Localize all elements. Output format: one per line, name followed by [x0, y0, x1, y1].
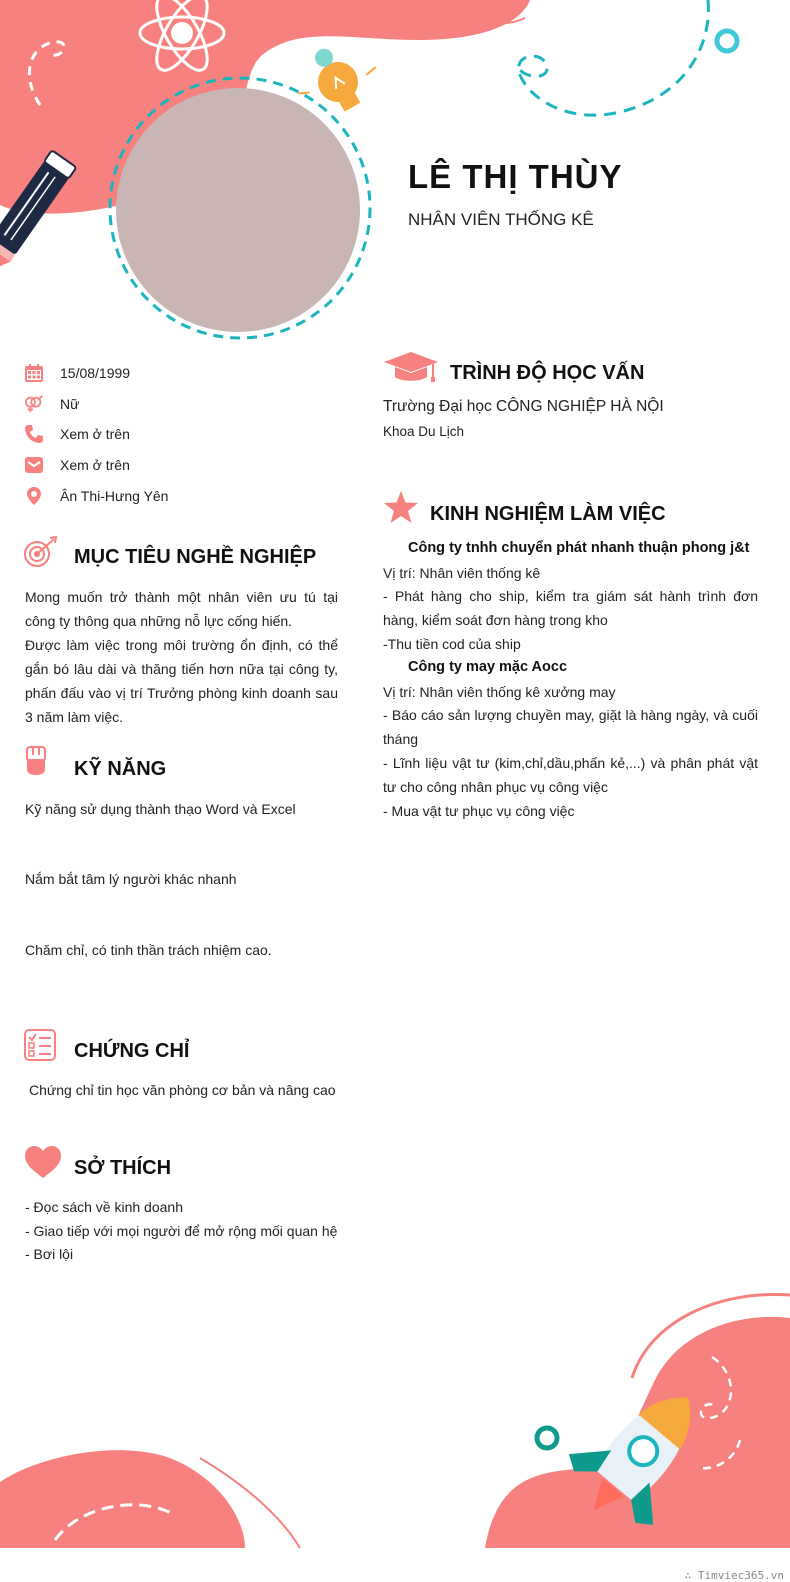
- bottom-left-blob: [0, 1450, 245, 1548]
- email-value: Xem ở trên: [60, 457, 130, 473]
- job-duty: -Thu tiền cod của ship: [383, 636, 521, 652]
- phone-value: Xem ở trên: [60, 426, 130, 442]
- checklist-icon: [24, 1029, 56, 1061]
- job-position: Vị trí: Nhân viên thống kê: [383, 565, 541, 581]
- skill-item: Nắm bắt tâm lý người khác nhanh: [25, 871, 237, 887]
- phone-icon: [24, 424, 44, 444]
- faculty-name: Khoa Du Lịch: [383, 424, 465, 439]
- target-icon: [22, 536, 58, 568]
- heart-icon: [24, 1145, 62, 1179]
- gender-icon: [24, 394, 44, 414]
- hobbies-title: SỞ THÍCH: [74, 1157, 172, 1179]
- job-duty: - Phát hàng cho ship, kiểm tra giám sát hành trình đơn hàng, kiểm soát đơn hàng trong kho: [383, 588, 758, 628]
- education-title: TRÌNH ĐỘ HỌC VẤN: [450, 362, 645, 384]
- teal-ring: [717, 31, 737, 51]
- objective-title: MỤC TIÊU NGHỀ NGHIỆP: [74, 546, 317, 568]
- hobby-item: - Đọc sách về kinh doanh: [25, 1199, 183, 1215]
- certificates-title: CHỨNG CHỈ: [74, 1040, 190, 1062]
- info-email: [24, 454, 130, 476]
- skill-item: Chăm chỉ, có tinh thần trách nhiệm cao.: [25, 942, 272, 958]
- company-name: Công ty may mặc Aocc: [408, 659, 568, 675]
- skill-item: Kỹ năng sử dụng thành thạo Word và Excel: [25, 801, 296, 817]
- job-position: Vị trí: Nhân viên thống kê xưởng may: [383, 684, 616, 700]
- info-gender: [24, 393, 80, 415]
- location-pin-icon: [24, 486, 44, 506]
- experience-title: KINH NGHIỆM LÀM VIỆC: [430, 503, 666, 525]
- objective-text: [25, 585, 338, 729]
- school-name: Trường Đại học CÔNG NGHIỆP HÀ NỘI: [383, 398, 664, 415]
- certificate-item: Chứng chỉ tin học văn phòng cơ bản và nâng cao: [29, 1082, 336, 1098]
- address-value: Ân Thi-Hưng Yên: [60, 488, 169, 504]
- info-phone: [24, 423, 130, 445]
- email-icon: [24, 455, 44, 475]
- info-birthdate: [24, 362, 131, 384]
- info-address: [24, 485, 169, 507]
- skills-title: KỸ NĂNG: [74, 758, 167, 780]
- profile-photo: [116, 88, 360, 332]
- hobby-item: - Bơi lội: [25, 1246, 74, 1262]
- star-icon: [383, 490, 419, 524]
- job-duty: - Mua vật tư phục vụ công việc: [383, 803, 575, 819]
- objective-paragraph: Mong muốn trở thành một nhân viên ưu tú tại công ty thông qua những nỗ lực cống hiến.: [25, 589, 338, 629]
- calendar-icon: [24, 363, 44, 383]
- birthdate-value: 15/08/1999: [60, 365, 131, 381]
- fist-icon: [24, 745, 48, 777]
- job-title: NHÂN VIÊN THỐNG KÊ: [408, 210, 594, 229]
- hobby-item: - Giao tiếp với mọi người để mở rộng mối quan hệ: [25, 1223, 338, 1239]
- job-duty: - Lĩnh liệu vật tư (kim,chỉ,dầu,phấn kẻ,...) và phân phát vật tư cho công nhân phục vụ công việc: [383, 755, 758, 795]
- job-duty: - Báo cáo sản lượng chuyền may, giặt là hàng ngày, và cuối tháng: [383, 707, 758, 747]
- gender-value: Nữ: [60, 396, 80, 412]
- company-name: Công ty tnhh chuyển phát nhanh thuận phong j&t: [408, 540, 750, 556]
- objective-paragraph: Được làm việc trong môi trường ổn định, có thể gắn bó lâu dài và thăng tiến hơn nữa tại công ty, phấn đấu vào vị trí Trưởng phòng kinh doanh sau 3 năm làm việc.: [25, 637, 338, 725]
- candidate-name: LÊ THỊ THÙY: [408, 158, 623, 195]
- graduation-cap-icon: [383, 350, 439, 384]
- watermark: ∴ Timviec365.vn: [684, 1569, 784, 1582]
